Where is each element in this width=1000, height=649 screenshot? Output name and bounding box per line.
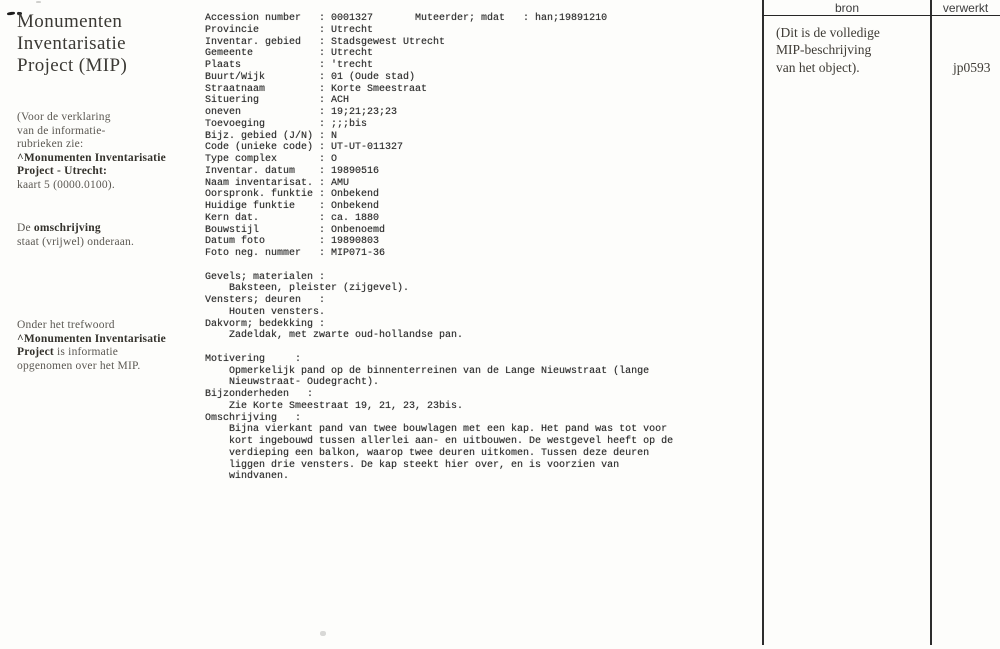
record-line: Situering : ACH: [205, 95, 350, 107]
record-line: Inventar. gebied : Stadsgewest Utrecht: [205, 36, 446, 48]
record-line: Accession number : 0001327 Muteerder; mdat : han;19891210: [205, 13, 608, 24]
record-line: Huidige funktie : Onbekend: [205, 201, 380, 212]
record-line: [205, 342, 673, 354]
note-text: is informatie: [53, 346, 119, 359]
bron-note-line: (Dit is de volledige: [776, 25, 880, 40]
note-line-reference: Project - Utrecht:: [17, 165, 108, 178]
record-line: Code (unieke code) : UT-UT-011327: [205, 142, 404, 154]
note-line: [17, 346, 166, 360]
scan-artifact: [36, 1, 41, 3]
bron-note-line: van het object).: [776, 59, 860, 75]
bron-note: [776, 24, 880, 76]
note-line: [17, 222, 134, 236]
record-line: Straatnaam : Korte Smeestraat: [205, 83, 428, 95]
record-line: Baksteen, pleister (zijgevel).: [205, 283, 410, 295]
record-line: Nieuwstraat- Oudegracht).: [205, 377, 380, 389]
column-header-verwerkt: verwerkt: [942, 1, 989, 15]
record-line: kort ingebouwd tussen allerlei aan- en uitbouwen. De westgevel heeft op de: [205, 436, 674, 447]
record-line: Omschrijving :: [205, 412, 302, 424]
record-line: Datum foto : 19890803: [205, 236, 380, 248]
record-line: Oorspronk. funktie : Onbekend: [205, 189, 380, 201]
page-title-line: Project (MIP): [17, 55, 128, 76]
record-line: Gevels; materialen :: [205, 271, 326, 283]
record-line: [205, 260, 673, 272]
record-line: Naam inventarisat. : AMU: [205, 177, 350, 189]
record-line: oneven : 19;21;23;23: [205, 107, 398, 118]
note-text-bold: omschrijving: [33, 222, 101, 234]
record-line: Kern dat. : ca. 1880: [205, 212, 380, 224]
page-title: [17, 11, 127, 77]
record-line: Gemeente : Utrecht: [205, 48, 374, 60]
record-line: Dakvorm; bedekking :: [205, 318, 326, 330]
record-text: [205, 13, 673, 483]
note-line: (Voor de verklaring: [17, 111, 111, 123]
note-line: rubrieken zie:: [17, 138, 84, 151]
note-line: van de informatie-: [17, 124, 106, 137]
record-line: Bouwstijl : Onbenoemd: [205, 224, 386, 236]
record-line: Plaats : 'trecht: [205, 60, 374, 71]
record-line: verdieping een balkon, waarop twee deuren uitkomen. Tussen deze deuren: [205, 447, 650, 459]
note-line: kaart 5 (0000.0100).: [17, 178, 115, 191]
verwerkt-code: jp0593: [953, 60, 991, 75]
record-line: Zie Korte Smeestraat 19, 21, 23, 23bis.: [205, 400, 464, 412]
record-line: Buurt/Wijk : 01 (Oude stad): [205, 71, 416, 83]
note-line: opgenomen over het MIP.: [17, 359, 141, 372]
page-title-line: Inventarisatie: [17, 33, 126, 54]
record-line: windvanen.: [205, 471, 290, 483]
record-line: Provincie : Utrecht: [205, 24, 374, 36]
sidebar-note-verklaring: [17, 111, 166, 193]
record-line: Type complex : O: [205, 154, 338, 165]
record-line: Houten vensters.: [205, 306, 326, 318]
bron-note-line: MIP-beschrijving: [776, 42, 872, 58]
record-line: Motivering :: [205, 353, 302, 365]
page-title-line: Monumenten: [17, 11, 123, 32]
record-line: Bijzonderheden :: [205, 389, 314, 400]
record-line: Vensters; deuren :: [205, 295, 326, 306]
table-border-left: [762, 0, 764, 645]
note-line-reference: ^Monumenten Inventarisatie: [17, 151, 166, 164]
scan-artifact: [7, 11, 15, 15]
record-line: Inventar. datum : 19890516: [205, 165, 380, 177]
note-line-reference: ^Monumenten Inventarisatie: [17, 332, 166, 345]
sidebar-note-omschrijving: [17, 222, 134, 249]
note-text: De: [17, 222, 34, 234]
sidebar-note-trefwoord: [17, 319, 166, 373]
table-border-middle: [930, 0, 932, 645]
record-line: Foto neg. nummer : MIP071-36: [205, 248, 386, 259]
record-line: Toevoeging : ;;;bis: [205, 118, 368, 130]
record-line: Bijna vierkant pand van twee bouwlagen met een kap. Het pand was tot voor: [205, 424, 668, 436]
note-line: staat (vrijwel) onderaan.: [17, 235, 135, 248]
record-line: Opmerkelijk pand op de binnenterreinen van de Lange Nieuwstraat (lange: [205, 365, 650, 377]
record-line: Zadeldak, met zwarte oud-hollandse pan.: [205, 330, 464, 342]
record-line: Bijz. gebied (J/N) : N: [205, 130, 338, 142]
scan-artifact: [320, 631, 326, 636]
record-line: liggen drie vensters. De kap steekt hier over, en is voorzien van: [205, 459, 620, 471]
note-line: Onder het trefwoord: [17, 319, 115, 331]
column-header-bron: bron: [834, 1, 860, 15]
note-text-bold: Project: [17, 346, 54, 359]
